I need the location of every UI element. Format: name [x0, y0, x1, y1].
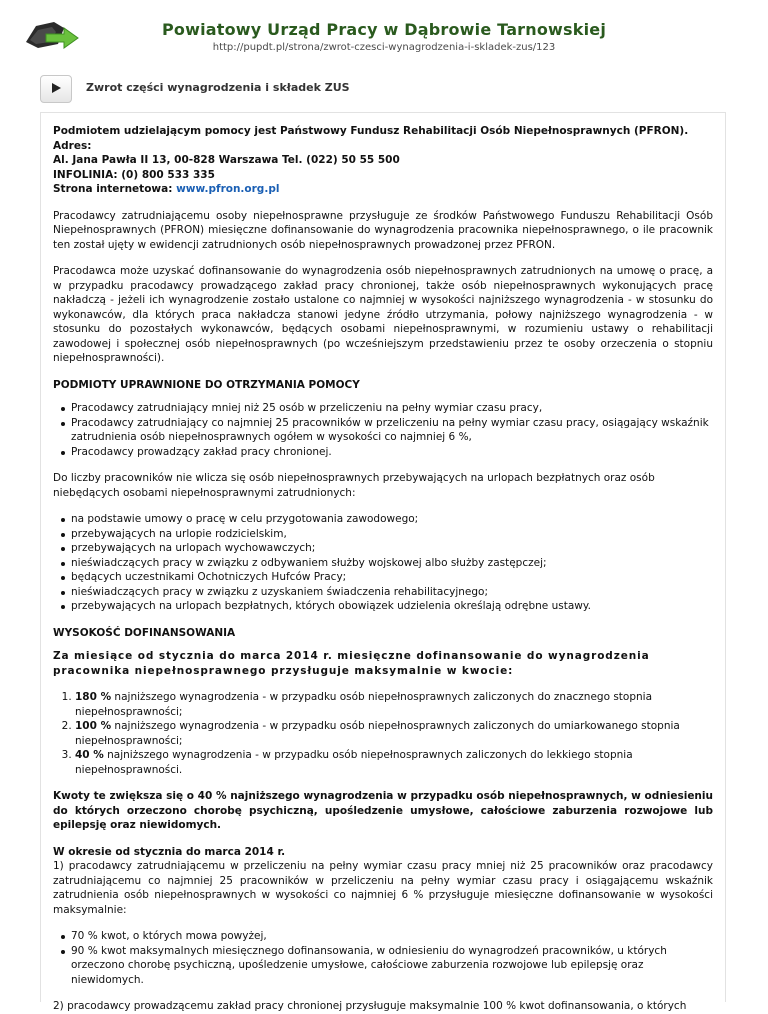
- paragraph-conditions: Pracodawca może uzyskać dofinansowanie do wynagrodzenia osób niepełnosprawnych zatrudnionych na umowę o pracę, a w przypadku pracodawcy prowadzącego zakład pracy chronionej, także osób niepełnosprawnych wykonujących pracę nakładczą - jeżeli ich wynagrodzenie zostało ustalone co najmniej w wysokości najniższego wynagrodzenia - w stosunku do wykonawców, dla których praca nakładcza stanowi jedyne źródło utrzymania, połowy najniższego wynagrodzenia - w stosunku do pozostałych wykonawców, będących osobami niepełnosprawnymi, w rozumieniu ustawy o rehabilitacji zawodowej i społecznej osób niepełnosprawnych (po wcześniejszym przedstawieniu przez te osoby orzeczenia o stopniu niepełnosprawności).: [53, 265, 713, 364]
- list-amounts: [53, 690, 713, 777]
- list-item: Pracodawcy zatrudniający co najmniej 25 pracowników w przeliczeniu na pełny wymiar czasu pracy, osiągający wskaźnik zatrudnienia osób niepełnosprawnych ogółem w wysokości co najmniej 6 %,: [63, 416, 713, 445]
- contact-block: [53, 124, 713, 197]
- contact-line-2: Adres:: [53, 139, 92, 152]
- percent-value: 100 %: [75, 720, 112, 732]
- contact-line-3: Al. Jana Pawła II 13, 00-828 Warszawa Tel. (022) 50 55 500: [53, 154, 400, 166]
- percent-value: 40 %: [75, 749, 104, 761]
- amount-text: najniższego wynagrodzenia - w przypadku osób niepełnosprawnych zaliczonych do umiarkowanego stopnia niepełnosprawności;: [75, 720, 680, 747]
- contact-line-1: Podmiotem udzielającym pomocy jest Państwowy Fundusz Rehabilitacji Osób Niepełnosprawnych (PFRON).: [53, 125, 689, 137]
- list-exclusions: [53, 512, 713, 614]
- paragraph-exclusions: Do liczby pracowników nie wlicza się osób niepełnosprawnych przebywających na urlopach bezpłatnych oraz osób niebędących osobami niepełnosprawnymi zatrudnionych:: [53, 472, 655, 499]
- list-item: na podstawie umowy o pracę w celu przygotowania zawodowego;: [63, 512, 713, 527]
- paragraph-increase: Kwoty te zwiększa się o 40 % najniższego wynagrodzenia w przypadku osób niepełnosprawnych, w odniesieniu do których orzeczono chorobę psychiczną, upośledzenie umysłowe, całościowe zaburzenia rozwojowe lub epilepsję oraz niewidomych.: [53, 790, 713, 831]
- list-item: przebywających na urlopie rodzicielskim,: [63, 527, 713, 542]
- article-content: [40, 112, 726, 1012]
- paragraph-amount-intro: Za miesiące od stycznia do marca 2014 r. miesięczne dofinansowanie do wynagrodzenia pracownika niepełnosprawnego przysługuje maksymalnie w kwocie:: [53, 650, 650, 677]
- section-arrow-button[interactable]: [40, 75, 72, 103]
- website-label: Strona internetowa:: [53, 183, 177, 195]
- section-header: [40, 72, 720, 102]
- page-header: [0, 0, 768, 60]
- paragraph-period: [53, 845, 713, 918]
- site-title[interactable]: Powiatowy Urząd Pracy w Dąbrowie Tarnowskiej: [161, 20, 607, 39]
- list-item: będących uczestnikami Ochotniczych Hufców Pracy;: [63, 570, 713, 585]
- period-text: 1) pracodawcy zatrudniającemu w przeliczeniu na pełny wymiar czasu pracy mniej niż 25 pracowników oraz pracodawcy zatrudniającemu co najmniej 25 pracowników w przeliczeniu na pełny wymiar czasu pracy i osiągającemu wskaźnik zatrudnienia osób niepełnosprawnych w wysokości co najmniej 6 % przysługuje miesięczne dofinansowanie w wysokości maksymalnie:: [53, 860, 713, 916]
- list-item: przebywających na urlopach wychowawczych;: [63, 541, 713, 556]
- website-link[interactable]: www.pfron.org.pl: [176, 183, 280, 195]
- list-item: 90 % kwot maksymalnych miesięcznego dofinansowania, w odniesieniu do wynagrodzeń pracowników, u których orzeczono chorobę psychiczną, upośledzenie umysłowe, całościowe zaburzenia rozwojowe lub epilepsję oraz niewidomych.: [63, 944, 713, 988]
- list-eligible: [53, 401, 713, 459]
- list-item: przebywających na urlopach bezpłatnych, których obowiązek udzielenia określają odrębne ustawy.: [63, 599, 713, 614]
- heading-eligible: PODMIOTY UPRAWNIONE DO OTRZYMANIA POMOCY: [53, 378, 360, 391]
- amount-text: najniższego wynagrodzenia - w przypadku osób niepełnosprawnych zaliczonych do lekkiego stopnia niepełnosprawności.: [75, 749, 633, 776]
- page-url: http://pupdt.pl/strona/zwrot-czesci-wynagrodzenia-i-skladek-zus/123: [212, 42, 556, 53]
- list-item: [75, 748, 713, 777]
- list-item: 70 % kwot, o których mowa powyżej,: [63, 929, 713, 944]
- list-item: Pracodawcy zatrudniający mniej niż 25 osób w przeliczeniu na pełny wymiar czasu pracy,: [63, 401, 713, 416]
- list-item: Pracodawcy prowadzący zakład pracy chronionej.: [63, 445, 713, 460]
- amount-text: najniższego wynagrodzenia - w przypadku osób niepełnosprawnych zaliczonych do znacznego stopnia niepełnosprawności;: [75, 691, 653, 718]
- contact-line-4: INFOLINIA: (0) 800 533 335: [53, 168, 215, 181]
- paragraph-sheltered: 2) pracodawcy prowadzącemu zakład pracy chronionej przysługuje maksymalnie 100 % kwot dofinansowania, o których: [53, 1000, 687, 1012]
- list-item: nieświadczących pracy w związku z uzyskaniem świadczenia rehabilitacyjnego;: [63, 585, 713, 600]
- percent-value: 180 %: [75, 691, 112, 703]
- section-title: Zwrot części wynagrodzenia i składek ZUS: [86, 81, 350, 94]
- heading-amount: WYSOKOŚĆ DOFINANSOWANIA: [53, 626, 236, 639]
- heading-period: W okresie od stycznia do marca 2014 r.: [53, 845, 286, 858]
- list-item: [75, 719, 713, 748]
- list-rates: [53, 929, 713, 987]
- paragraph-intro: Pracodawcy zatrudniającemu osoby niepełnosprawne przysługuje ze środków Państwowego Funduszu Rehabilitacji Osób Niepełnosprawnych (PFRON) miesięczne dofinansowanie do wynagrodzenia pracownika niepełnosprawnego, o ile pracownik ten został ujęty w ewidencji zatrudnionych osób niepełnosprawnych prowadzonej przez PFRON.: [53, 209, 713, 251]
- list-item: nieświadczących pracy w związku z odbywaniem służby wojskowej albo służby zastępczej;: [63, 556, 713, 571]
- list-item: [75, 690, 713, 719]
